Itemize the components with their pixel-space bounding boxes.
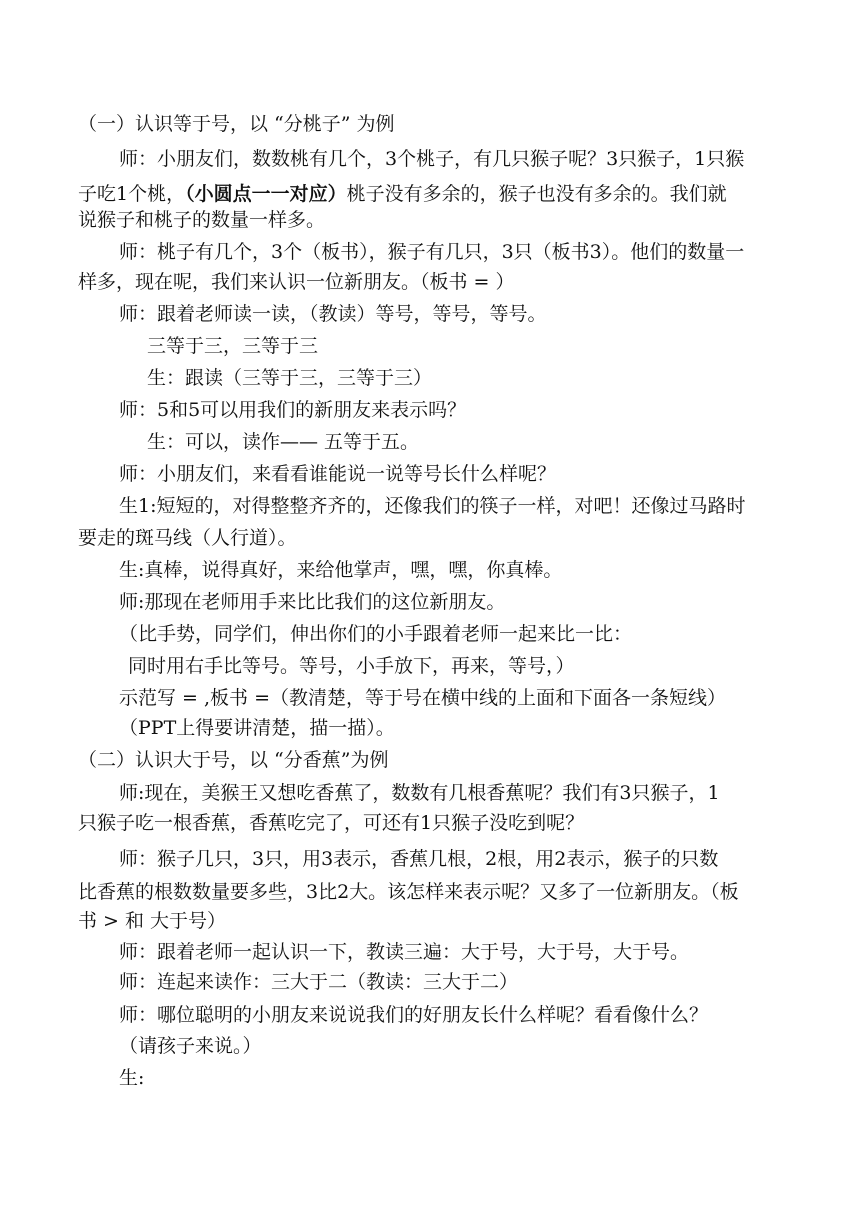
section-heading-equal-sign: （一）认识等于号，以 “分桃子” 为例 (78, 113, 395, 135)
section-heading-greater-than: （二）认识大于号，以 “分香蕉”为例 (78, 749, 389, 771)
paragraph-line: （PPT上得要讲清楚，描一描）。 (119, 717, 395, 739)
paragraph-line: （比手势，同学们，伸出你们的小手跟着老师一起来比一比： (119, 623, 633, 645)
text-run: 桃子没有多余的，猴子也没有多余的。我们就 (346, 183, 727, 205)
paragraph-line: 师：小朋友们，来看看谁能说一说等号长什么样呢？ (119, 463, 557, 485)
paragraph-line: 同时用右手比等号。等号，小手放下，再来，等号，） (128, 655, 575, 677)
paragraph-line: 师:现在，美猴王又想吃香蕉了，数数有几根香蕉呢？我们有3只猴子，1 (119, 782, 720, 804)
paragraph-line: 只猴子吃一根香蕉，香蕉吃完了，可还有1只猴子没吃到呢？ (78, 812, 585, 834)
paragraph-line: 样多，现在呢，我们来认识一位新朋友。（板书 = ） (78, 271, 515, 293)
paragraph-line: 比香蕉的根数数量要多些，3比2大。该怎样来表示呢？又多了一位新朋友。（板 (78, 881, 739, 903)
paragraph-line: 生:真棒，说得真好，来给他掌声，嘿，嘿，你真棒。 (119, 559, 563, 581)
paragraph-line: 生: (119, 1067, 145, 1089)
paragraph-line (78, 182, 727, 206)
paragraph-line: 书 > 和 大于号） (78, 910, 227, 932)
paragraph-line: 师：桃子有几个，3个（板书），猴子有几只，3只（板书3）。他们的数量一 (119, 241, 745, 263)
paragraph-line: 师：哪位聪明的小朋友来说说我们的好朋友长什么样呢？看看像什么？ (119, 1004, 709, 1026)
text-run: 子吃1个桃， (78, 183, 186, 205)
paragraph-line: 生：跟读（三等于三，三等于三） (147, 367, 433, 389)
paragraph-line: 生1:短短的，对得整整齐齐的，还像我们的筷子一样，对吧！还像过马路时 (119, 495, 746, 517)
paragraph-line: 师：跟着老师读一读，（教读）等号，等号，等号。 (119, 303, 547, 325)
paragraph-line: 师:那现在老师用手来比比我们的这位新朋友。 (119, 591, 506, 613)
paragraph-line: 师：5和5可以用我们的新朋友来表示吗？ (119, 399, 467, 421)
paragraph-line: 师：跟着老师一起认识一下，教读三遍：大于号，大于号，大于号。 (119, 941, 690, 963)
paragraph-line: 三等于三，三等于三 (147, 335, 319, 357)
paragraph-line: 师：小朋友们，数数桃有几个，3个桃子，有几只猴子呢？3只猴子，1只猴 (119, 148, 745, 170)
paragraph-line: 示范写 = ,板书 =（教清楚，等于号在横中线的上面和下面各一条短线） (119, 687, 726, 709)
paragraph-line: 师：连起来读作：三大于二（教读：三大于二） (119, 971, 519, 993)
bold-emphasis: （小圆点一一对应） (185, 183, 347, 205)
paragraph-line: （请孩子来说。） (119, 1035, 262, 1057)
paragraph-line: 生：可以，读作—— 五等于五。 (147, 431, 420, 453)
paragraph-line: 说猴子和桃子的数量一样多。 (78, 209, 326, 231)
paragraph-line: 师：猴子几只，3只，用3表示，香蕉几根，2根，用2表示，猴子的只数 (119, 848, 719, 870)
paragraph-line: 要走的斑马线（人行道）。 (78, 527, 297, 549)
